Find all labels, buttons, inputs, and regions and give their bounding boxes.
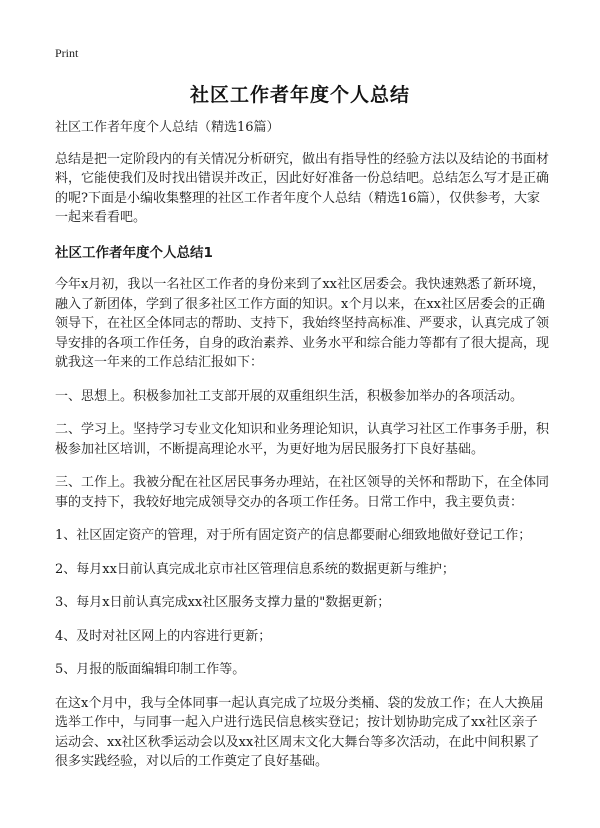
document-title: 社区工作者年度个人总结: [189, 84, 410, 106]
body-paragraph: 今年x月初，我以一名社区工作者的身份来到了xx社区居委会。我快速熟悉了新环境，融入了新团体，学到了很多社区工作方面的知识。x个月以来，在xx社区居委会的正确领导下，在社区全体同志的帮助、支持下，我始终坚持高标准、严要求，认真完成了领导安排的各项工作任务，自身的政治素养、业务水平和综合能力等都有了很大提高，现就我这一年来的工作总结汇报如下：: [55, 277, 550, 370]
intro-paragraph: 总结是把一定阶段内的有关情况分析研究，做出有指导性的经验方法以及结论的书面材料，它能使我们及时找出错误并改正，因此好好准备一份总结吧。总结怎么写才是正确的呢?下面是小编收集整理的社区工作者年度个人总结（精选16篇），仅供参考，大家一起来看看吧。: [55, 151, 550, 225]
document-subtitle: 社区工作者年度个人总结（精选16篇）: [55, 120, 280, 135]
section-heading: 社区工作者年度个人总结1: [55, 244, 213, 261]
body-paragraph: 一、思想上。积极参加社工支部开展的双重组织生活，积极参加举办的各项活动。: [55, 388, 524, 404]
list-item: 5、月报的版面编辑印制工作等。: [55, 662, 246, 677]
list-item: 1、社区固定资产的管理，对于所有固定资产的信息都要耐心细致地做好登记工作；: [55, 528, 532, 543]
list-item: 3、每月x日前认真完成xx社区服务支撑力量的"数据更新；: [55, 595, 391, 610]
print-label: Print: [55, 46, 79, 60]
body-paragraph: 在这x个月中，我与全体同事一起认真完成了垃圾分类桶、袋的发放工作；在人大换届选举工作中，与同事一起入户进行选民信息核实登记；按计划协助完成了xx社区亲子运动会、xx社区秋季运动会以及xx社区周末文化大舞台等多次活动，在此中间积累了很多实践经验，对以后的工作奠定了良好基础。: [55, 695, 544, 769]
body-paragraph: 二、学习上。坚持学习专业文化知识和业务理论知识，认真学习社区工作事务手册，积极参加社区培训，不断提高理论水平，为更好地为居民服务打下良好基础。: [55, 422, 550, 457]
document-body: [55, 118, 550, 786]
list-item: 2、每月xx日前认真完成北京市社区管理信息系统的数据更新与维护；: [55, 561, 455, 577]
body-paragraph: 三、工作上。我被分配在社区居民事务办理站，在社区领导的关怀和帮助下，在全体同事的支持下，我较好地完成领导交办的各项工作任务。日常工作中，我主要负责：: [55, 475, 550, 510]
list-item: 4、及时对社区网上的内容进行更新；: [55, 628, 272, 644]
